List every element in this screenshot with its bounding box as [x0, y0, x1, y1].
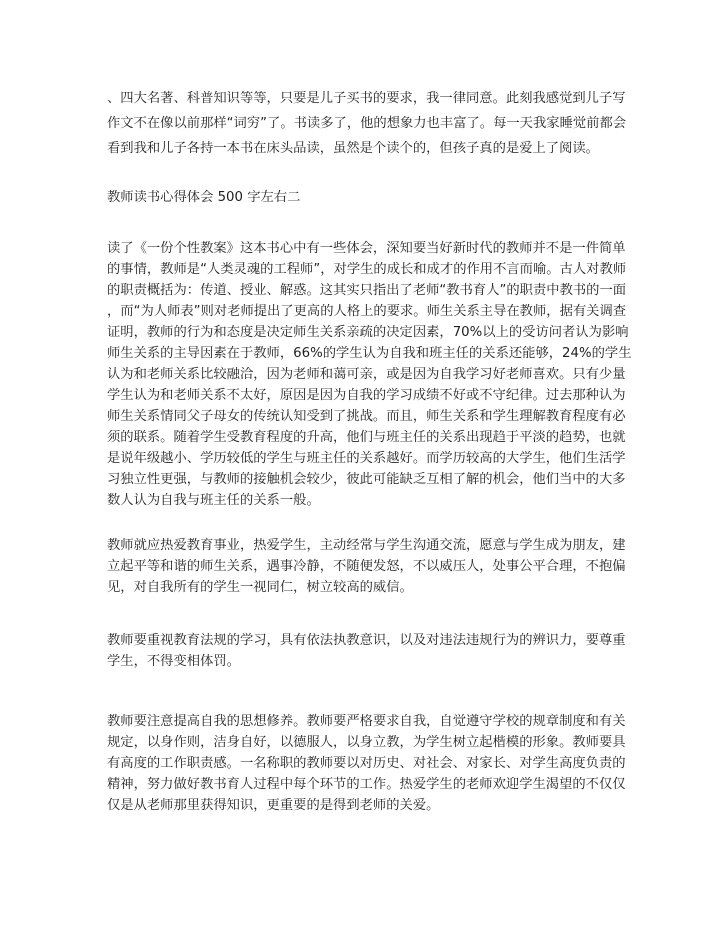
- text-line: 数人认为自我与班主任的关系一般。: [107, 493, 320, 508]
- text-line: 作文不在像以前那样“词穷”了。书读多了，他的想象力也丰富了。每一天我家睡觉前都会: [107, 116, 627, 131]
- text-line: 的事情，教师是“人类灵魂的工程师”，对学生的成长和成才的作用不言而喻。古人对教师: [107, 262, 627, 277]
- section-title: 教师读书心得体会 500 字左右二: [107, 190, 301, 205]
- text-line: 认为和老师关系比较融洽，因为老师和蔼可亲，或是因为自我学习好老师喜欢。只有少量: [107, 367, 626, 382]
- text-line: 、四大名著、科普知识等等，只要是儿子买书的要求，我一律同意。此刻我感觉到儿子写: [107, 91, 626, 106]
- text-line: ，而“为人师表”则对老师提出了更高的人格上的要求。师生关系主导在教师，据有关调查: [107, 304, 627, 319]
- paragraph-love-education: [107, 535, 627, 598]
- text-line: 师生关系情同父子母女的传统认知受到了挑战。而且，师生关系和学生理解教育程度有必: [107, 409, 626, 424]
- text-line: 仅是从老师那里获得知识，更重要的是得到老师的关爱。: [107, 798, 440, 813]
- text-line: 教师就应热爱教育事业，热爱学生，主动经常与学生沟通交流，愿意与学生成为朋友，建: [107, 538, 626, 553]
- text-line: 须的联系。随着学生受教育程度的升高，他们与班主任的关系出现趋于平淡的趋势，也就: [107, 430, 626, 445]
- text-line: 教师要重视教育法规的学习，具有依法执教意识，以及对违法违规行为的辨识力，要尊重: [107, 633, 626, 648]
- text-line: 规定，以身作则，洁身自好，以德服人，以身立教，为学生树立起楷模的形象。教师要具: [107, 735, 626, 750]
- paragraph-self-cultivation: [107, 711, 627, 816]
- paragraph-education-law: [107, 630, 627, 672]
- text-line: 教师要注意提高自我的思想修养。教师要严格要求自我，自觉遵守学校的规章制度和有关: [107, 714, 626, 729]
- intro-paragraph: [107, 88, 627, 159]
- text-line: 学生，不得变相体罚。: [107, 654, 240, 669]
- text-line: 精神，努力做好教书育人过程中每个环节的工作。热爱学生的老师欢迎学生渴望的不仅仅: [107, 777, 626, 792]
- text-line: 有高度的工作职责感。一名称职的教师要以对历史、对社会、对家长、对学生高度负责的: [107, 756, 626, 771]
- text-line: 的职责概括为：传道、授业、解惑。这其实只指出了老师“教书育人”的职责中教书的一面: [107, 283, 627, 298]
- text-line: 读了《一份个性教案》这本书心中有一些体会，深知要当好新时代的教师并不是一件简单: [107, 241, 626, 256]
- text-line: 习独立性更强，与教师的接触机会较少，彼此可能缺乏互相了解的机会，他们当中的大多: [107, 472, 626, 487]
- text-line: 看到我和儿子各持一本书在床头品读，虽然是个读个的，但孩子真的是爱上了阅读。: [107, 141, 599, 156]
- text-line: 立起平等和谐的师生关系，遇事冷静，不随便发怒，不以威压人，处事公平合理，不抱偏: [107, 559, 626, 574]
- text-line: 师生关系的主导因素在于教师，66%的学生认为自我和班主任的关系还能够，24%的学生: [107, 346, 632, 361]
- text-line: 证明，教师的行为和态度是决定师生关系亲疏的决定因素，70%以上的受访问者认为影响: [107, 325, 629, 340]
- text-line: 是说年级越小、学历较低的学生与班主任的关系越好。而学历较高的大学生，他们生活学: [107, 451, 626, 466]
- paragraph-teacher-student-relationship: [107, 238, 632, 511]
- text-line: 见，对自我所有的学生一视同仁，树立较高的威信。: [107, 580, 413, 595]
- text-line: 学生认为和老师关系不太好，原因是因为自我的学习成绩不好或不守纪律。过去那种认为: [107, 388, 626, 403]
